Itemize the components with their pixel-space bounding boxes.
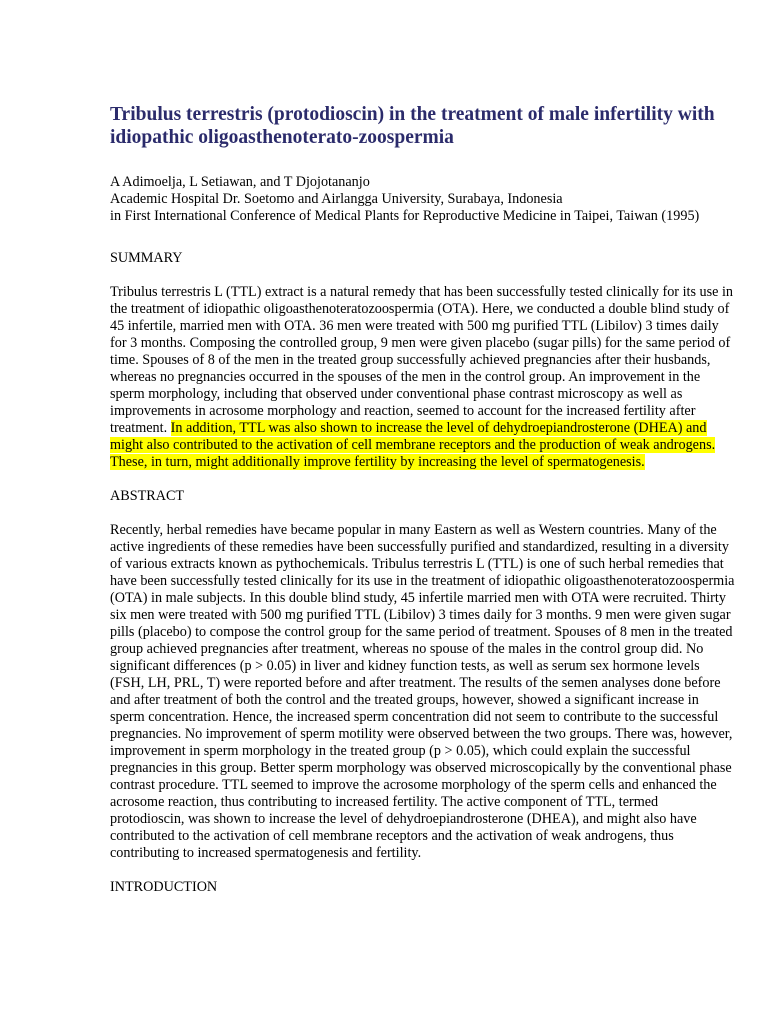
conference-line: in First International Conference of Medical Plants for Reproductive Medicine in Taipei, Taiwan (1995) bbox=[110, 208, 700, 224]
authors-line: A Adimoelja, L Setiawan, and T Djojotananjo bbox=[110, 174, 370, 190]
summary-text: Tribulus terrestris L (TTL) extract is a natural remedy that has been successfully tested clinically for its use in the treatment of idiopathic oligoasthenoteratozoospermia (OTA). Here, we conducted a double blind study of 45 infertile, married men with OTA. 36 men were treated with 500 mg purified TTL (Libilov) 3 times daily for 3 months. Composing the controlled group, 9 men were given placebo (sugar pills) for the same period of time. Spouses of 8 of the men in the treated group successfully achieved pregnancies after their husbands, whereas no pregnancies occurred in the spouses of the men in the control group. An improvement in the sperm morphology, including that observed under conventional phase contrast microscopy as well as improvements in acrosome morphology and reaction, seemed to account for the increased fertility after treatment. bbox=[110, 284, 734, 436]
summary-paragraph bbox=[110, 284, 735, 471]
abstract-paragraph: Recently, herbal remedies have became popular in many Eastern as well as Western countries. Many of the active ingredients of these remedies have been successfully purified and standardized, resulting in a diversity of various extracts known as pythochemicals. Tribulus terrestris L (TTL) is one of such herbal remedies that have been successfully tested clinically for its use in the treatment of idiopathic oligoasthenoteratozoospermia (OTA) in male subjects. In this double blind study, 45 infertile married men with OTA were recruited. Thirty six men were treated with 500 mg purified TTL (Libilov) 3 times daily for 3 months. 9 men were given sugar pills (placebo) to compose the control group for the same period of treatment. Spouses of 8 men in the treated group achieved pregnancies after treatment, whereas no spouse of the males in the control group did. No significant differences (p > 0.05) in liver and kidney function tests, as well as serum sex hormone levels (FSH, LH, PRL, T) were reported before and after treatment. The results of the semen analyses done before and after treatment of both the control and the treated groups, however, showed a significant increase in sperm concentration. Hence, the increased sperm concentration did not seem to contribute to the successful pregnancies. No improvement of sperm motility were observed between the two groups. There was, however, improvement in sperm morphology in the treated group (p > 0.05), which could explain the successful pregnancies in this group. Better sperm morphology was observed microscopically by the conventional phase contrast procedure. TTL seemed to improve the acrosome morphology of the sperm cells and enhanced the acrosome reaction, thus contributing to increased fertility. The active component of TTL, termed protodioscin, was shown to increase the level of dehydroepiandrosterone (DHEA), and might also have contributed to the activation of cell membrane receptors and the activation of weak androgens, thus contributing to increased spermatogenesis and fertility. bbox=[110, 522, 735, 861]
abstract-heading: ABSTRACT bbox=[110, 488, 185, 504]
introduction-heading: INTRODUCTION bbox=[110, 879, 218, 895]
paper-title: Tribulus terrestris (protodioscin) in the treatment of male infertility with idiopathic oligoasthenoterato-zoospermia bbox=[110, 104, 715, 148]
affiliation-line: Academic Hospital Dr. Soetomo and Airlangga University, Surabaya, Indonesia bbox=[110, 191, 563, 207]
document-page bbox=[110, 103, 735, 913]
summary-heading: SUMMARY bbox=[110, 250, 183, 266]
summary-highlighted-text: In addition, TTL was also shown to increase the level of dehydroepiandrosterone (DHEA) and might also contributed to the activation of cell membrane receptors and the production of weak androgens. These, in turn, might additionally improve fertility by increasing the level of spermatogenesis. bbox=[110, 420, 716, 470]
paper-metadata bbox=[110, 174, 735, 225]
